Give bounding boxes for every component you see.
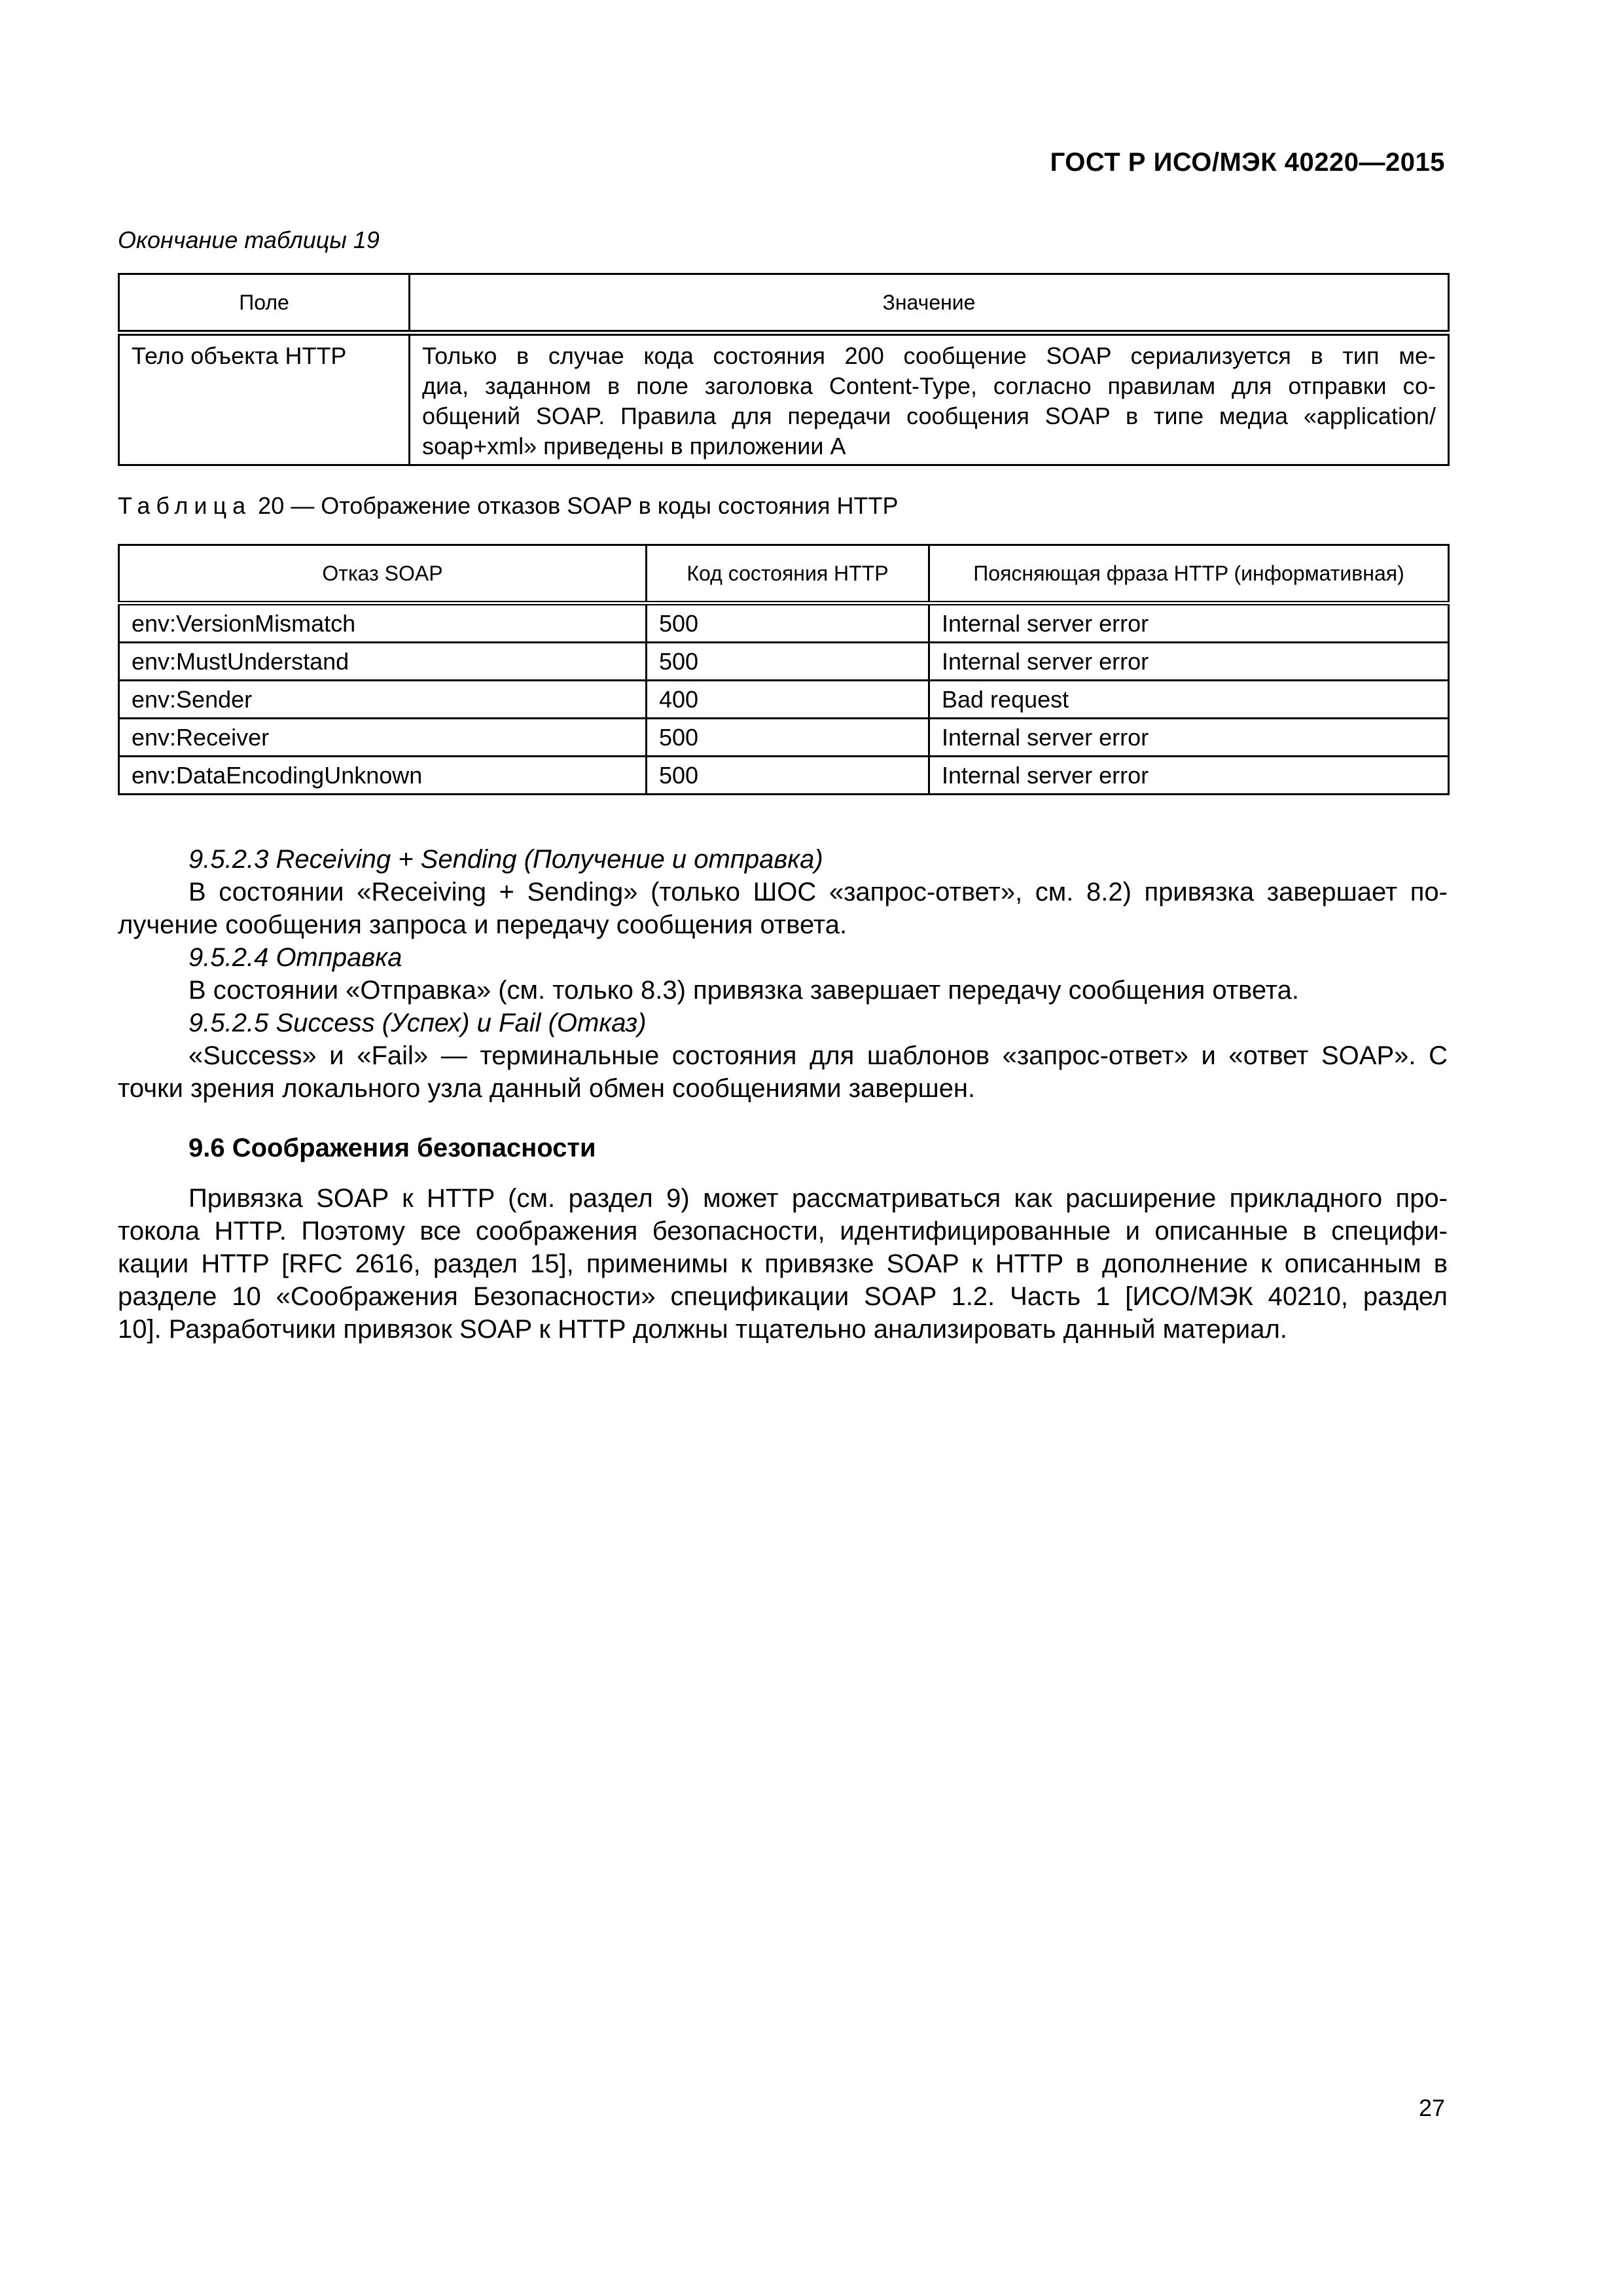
section-9-5-2-3-title: 9.5.2.3 Receiving + Sending (Получение и отправка) [188,845,823,874]
cell-phrase: Internal server error [929,643,1449,681]
cell-code: 500 [647,643,929,681]
cell-phrase: Internal server error [929,603,1449,643]
section-9-5-2-5-line: «Success» и «Fail» — терминальные состояния для шаблонов «запрос-ответ» и «ответ SOAP». С [188,1041,1448,1070]
cell-phrase: Internal server error [929,757,1449,795]
section-9-5-2-3-line: лучение сообщения запроса и передачу сообщения ответа. [118,910,847,939]
section-9-5-2-3-line: В состоянии «Receiving + Sending» (только ШОС «запрос-ответ», см. 8.2) привязка завершает по- [188,878,1448,906]
cell-field: Тело объекта HTTP [119,333,410,465]
section-9-5-2-4-title: 9.5.2.4 Отправка [188,943,402,972]
table-row [119,643,1449,681]
cell-fault: env:MustUnderstand [119,643,647,681]
table-header-row [119,545,1449,603]
value-line: Только в случае кода состояния 200 сообщение SOAP сериализуется в тип ме- [422,342,1436,369]
column-header-soap-fault: Отказ SOAP [119,545,647,603]
section-9-5-2-5-title: 9.5.2.5 Success (Успех) и Fail (Отказ) [188,1009,647,1037]
cell-code: 500 [647,603,929,643]
table19-caption: Окончание таблицы 19 [118,226,380,253]
cell-fault: env:DataEncodingUnknown [119,757,647,795]
table-row [119,681,1449,719]
section-9-5-2-5-line: точки зрения локального узла данный обмен сообщениями завершен. [118,1074,976,1103]
cell-fault: env:Sender [119,681,647,719]
cell-code: 400 [647,681,929,719]
table20-caption [118,492,899,520]
page-number: 27 [1418,2094,1445,2121]
section-9-6-line: кации HTTP [RFC 2616, раздел 15], применимы к привязке SOAP к HTTP в дополнение к описанным в [118,1249,1448,1278]
section-9-6-line: токола HTTP. Поэтому все соображения безопасности, идентифицированные и описанные в специфи- [118,1217,1448,1246]
section-9-5-2-4-text: В состоянии «Отправка» (см. только 8.3) привязка завершает передачу сообщения ответа. [188,976,1299,1005]
table20-caption-text: 20 — Отображение отказов SOAP в коды состояния HTTP [258,492,899,519]
section-9-6-heading: 9.6 Соображения безопасности [188,1134,596,1162]
section-9-6-line: Привязка SOAP к HTTP (см. раздел 9) может рассматриваться как расширение прикладного про- [188,1184,1448,1213]
column-header-value: Значение [410,274,1449,333]
cell-fault: env:VersionMismatch [119,603,647,643]
value-line: soap+xml» приведены в приложении А [422,433,846,459]
value-line: общений SOAP. Правила для передачи сообщения SOAP в типе медиа «application/ [422,403,1436,429]
cell-phrase: Internal server error [929,719,1449,757]
table-19 [118,273,1450,466]
section-9-6-body [118,1182,1448,1346]
table-row [119,333,1449,465]
cell-phrase: Bad request [929,681,1449,719]
section-9-5-2 [118,843,1448,1105]
section-9-6-line: разделе 10 «Соображения Безопасности» спецификации SOAP 1.2. Часть 1 [ИСО/МЭК 40210, раздел [118,1282,1448,1311]
table-row [119,757,1449,795]
table-row [119,603,1449,643]
table20-caption-label: Таблица [118,492,252,519]
cell-fault: env:Receiver [119,719,647,757]
cell-code: 500 [647,757,929,795]
column-header-http-status: Код состояния HTTP [647,545,929,603]
section-9-6-line: 10]. Разработчики привязок SOAP к HTTP должны тщательно анализировать данный материал. [118,1315,1287,1344]
value-line: диа, заданном в поле заголовка Content-Type, согласно правилам для отправки со- [422,372,1436,399]
column-header-field: Поле [119,274,410,333]
cell-value [410,333,1449,465]
column-header-reason-phrase: Поясняющая фраза HTTP (информативная) [929,545,1449,603]
table-20 [118,544,1450,795]
cell-code: 500 [647,719,929,757]
document-id: ГОСТ Р ИСО/МЭК 40220—2015 [1050,148,1445,177]
table-header-row [119,274,1449,333]
table-row [119,719,1449,757]
